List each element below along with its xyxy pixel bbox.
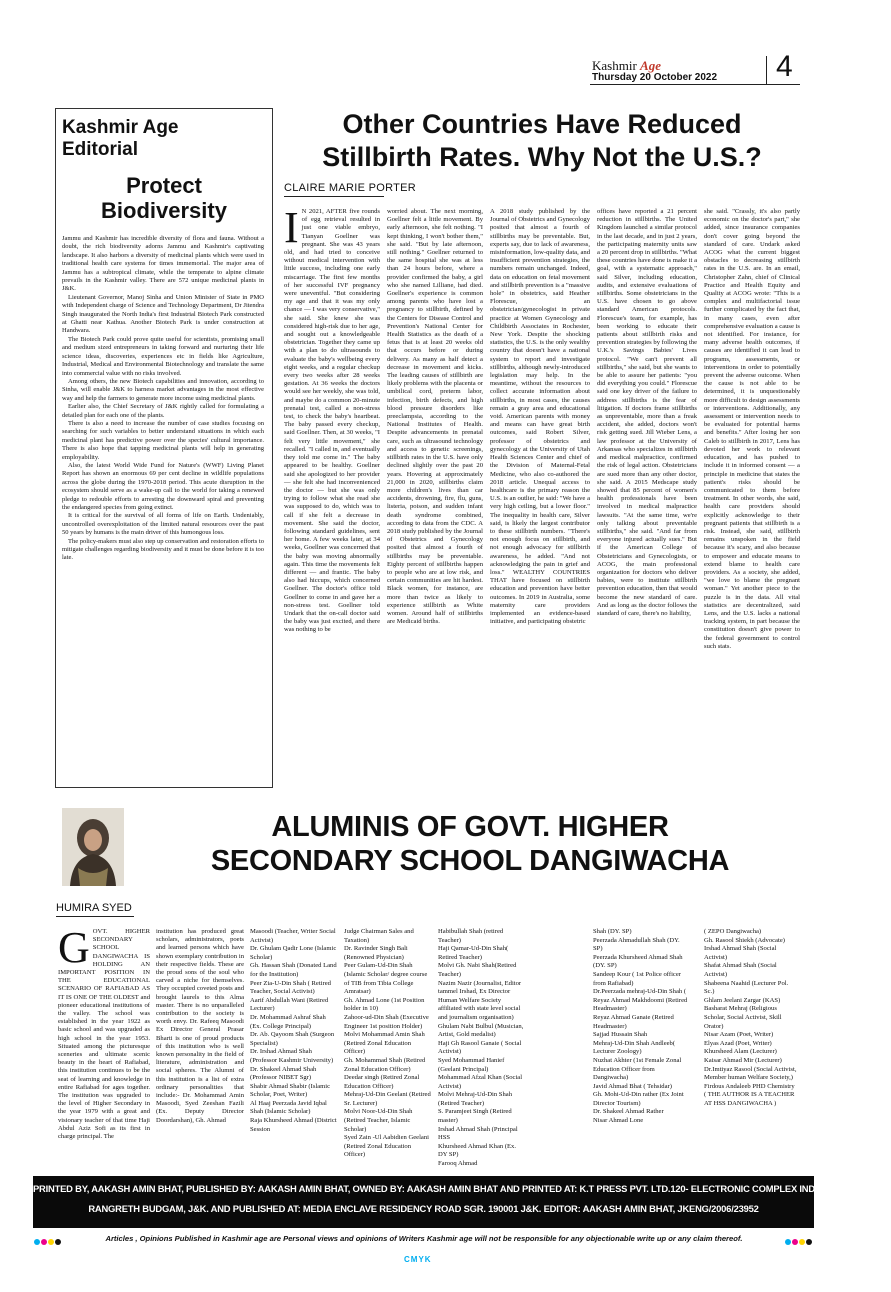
alumni-entry: Kaisar Ahmad Mir (Lecturer) [704,1056,782,1064]
alumni-byline-rule [56,916,134,917]
alumni-list-column-5 [438,928,526,1168]
editorial-paragraph: Also, the latest World Wide Fund for Nature's (WWF) Living Planet Report has shown an enormous 69 per cent decline in wildlife populations across the globe during the 1970-2018 period. This acute disruption in the ecosystem should serve as a wake-up call to the world for taking a renewed pledge to redouble efforts to arresting the downward spiral and preventing the endangered species from going extinct. [62,461,264,511]
editorial-box [55,108,273,788]
editorial-section-title: Kashmir Age Editorial [62,117,179,160]
editorial-paragraph: Jammu and Kashmir has incredible diversity of flora and fauna. Without a doubt, the rich biodiversity adorns Jammu and Kashmir's captivating landscape. It also harbors a diversity of medicinal plants which were used in traditional health care systems for times immemorial. The major area of Jammu has a subtropical climate, while the temperate to alpine climate prevails in the Kashmir valley. There are 572 unique medicinal plants in J&K. [62,235,264,293]
article-headline-line1: Other Countries Have Reduced [342,109,742,139]
article-headline [282,108,802,174]
article-text: A 2018 study published by the Journal of Obstetrics and Gynecology posited that almost a fourth of stillbirths may be preventable. But, experts say, due to lack of awareness, misinformation, low-quality data, and insufficient prevention strategies, the numbers remain unchanged. Indeed, data on education on fetal movement and stillbirth prevention is a "massive hole" in obstetrics, said Heather Florescue, an obstetrician/gynecologist in private practice at Women Gynecology and Childbirth Associates in Rochester, New York. Despite the shocking statistics, the U.S. is the only wealthy country that doesn't have a national system to report and investigate stillbirths, although newly-introduced legislation may help. In the meantime, without the resources to collect accurate information about stillbirths, in most cases, the causes remain a gray area and educational void. American parents with money and means can have great birth outcomes, said Robert Silver, professor of obstetrics and gynecology at the University of Utah Health Sciences Center and chief of the Division of Maternal-Fetal Medicine, who also co-authored the 2018 article. Unequal access to healthcare is the primary reason the U.S. is an outlier, he said: "We have a very high ceiling, but a lower floor." The inequality in health care, Silver said, is likely the largest contributor to these stillbirth numbers. "There's not enough focus on stillbirth, and not enough advocacy for stillbirth awareness, he added. "And not acknowledging the pain in grief and loss." WEALTHY COUNTRIES THAT have focused on stillbirth education and prevention have better outcomes. In 2019 in Australia, some maternity care providers implemented an evidence-based initiative, and participating obstetric [490,208,590,626]
alumni-entry: Dr. Ab. Qayoom Shah (Surgeon Specialist) [250,1031,335,1047]
alumni-entry: Raja Khursheed Ahmad (District Session [250,1117,337,1133]
alumni-entry: Gh. Rasool Shiekh (Advocate) [704,936,785,944]
alumni-entry: Habibullah Shah (retired Teacher) [438,928,504,944]
alumni-entry: Dr. Ravinder Singh Bali (Renowned Physician) [344,945,408,961]
registration-strip-right [784,1234,814,1244]
alumni-headline-line1: ALUMINIS OF GOVT. HIGHER [271,811,669,843]
alumni-byline: HUMIRA SYED [56,902,132,914]
alumni-entry: Syed Zain -Ul Aabidien Geelani (Retired Zonal Education Officer) [344,1134,429,1159]
article-column-5 [704,208,800,778]
alumni-dropcap: G [58,923,90,972]
page-number: 4 [776,50,793,83]
alumni-intro-continued: institution has produced great scholars, administrators, poets and learned persons which have shown exemplary contribution in their respective fields. These are the proud sons of the soul who carved a niche for themselves. They occupied coveted posts and brought laurels to this Alma master. There is no unparalleled contribution to the society is worth envy. Dr. Rafeeq Masoodi Ex Director General Prasar Bharti is one of proud products of this institution who is well known personality in the field of literature, administration and social spheres. The Alumni of this institution is a list of extra ordinary personalities that include:- Dr. Mohammad Amin Masoodi, Syed Zeeshan Fazili (Ex. Deputy Director Doordarshan), Gh. Ahmad [156,928,244,1124]
article-text: worried about. The next morning, Goellner felt a little movement. By early afternoon, she felt nothing. "I kept thinking, I won't bother them," she said. "But by late afternoon, still nothing." Goellner returned to the same hospital she was at less than 24 hours before, where a provider confirmed the baby, a girl who she named Lilliane, had died. Goellner's experience is common among parents who have lost a pregnancy to stillbirth, defined by the Centers for Disease Control and Prevention's National Center for Health Statistics as the death of a fetus that is at least 20 weeks old that occurs before or during delivery. As many as half detect a decrease in movement and kicks. The leading causes of stillbirth are likely problems with the placenta or umbilical cord, preterm labor, infection, birth defects, and high blood pressure disorders like preeclampsia, according to the National Institutes of Health. Despite advancements in prenatal care, such as ultrasound technology and access to genetic screenings, stillbirth rates in the U.S. have only declined slightly over the past 20 years. Hovering at approximately 21,000 in 2020, stillbirths claim more children's lives than car accidents, drowning, fire, flu, guns, listeria, poison, and sudden infant death syndrome combined, according to data from the CDC. A 2018 study published by the Journal of Obstetrics and Gynecology posited that almost a fourth of stillbirths may be preventable. Eighty percent of stillbirths happen to people who are at low risk, and certain communities are hit hardest. Black women, for instance, are more than twice as likely to experience stillbirth as White women. Around half of stillbirths are Medicaid births. [387,208,483,626]
alumni-entry: Dr. Ghulam Qadir Lone (Islamic Scholar) [250,945,337,961]
alumni-entry: Peer Gulam-Ud-Din Shah (Islamic Scholar/ degree course of TIB from Tibia College Amratsar) [344,962,428,996]
alumni-entry: Syed Mohammad Hanief (Geelani Principal) [438,1056,505,1073]
alumni-list-column-4 [344,928,432,1160]
author-portrait-icon [62,808,124,886]
alumni-entry: Shabir Ahmad Shabir (Islamic Scholar, Poet, Writer) [250,1082,331,1099]
article-column-4 [597,208,697,778]
alumni-headline-line2: SECONDARY SCHOOL DANGIWACHA [210,845,730,877]
alumni-entry: Nazim Nazir (Journalist, Editor tammel Irshad, Ex Director Human Welfare Society affiliated with state level social and journalism organisation) [438,979,522,1021]
editorial-paragraph: The Biotech Park could prove quite useful for scientists, promising small and medium sized entrepreneurs in taking forward and nurturing their life science ideas, discoveries, experiences etc in fields like Agriculture, Industrial, Medical and Environmental Biotechnology and translate the same into commercial value with no risks involved. [62,335,264,377]
masthead-date: Thursday 20 October 2022 [592,72,718,83]
alumni-entry: Masoodi (Teacher, Writer Social Activist) [250,928,336,944]
alumni-entry: Gh. Mohammad Shah (Retired Zonal Education Officer) [344,1056,426,1073]
article-column-2 [387,208,483,778]
alumni-list-column-7 [704,928,800,1160]
disclaimer: Articles , Opinions Published in Kashmir age are Personal views and opinions of Writers Kashmir age will not be responsible for any objectionable write up or any claim thereof. [105,1234,743,1243]
alumni-entry: Dr. Mohammad Ashraf Shah (Ex. College Principal) [250,1013,326,1030]
alumni-entry: Gh. Ahmad Lone (1st Position holder in 10) [344,996,425,1013]
alumni-entry: Dr.Peerzada mehraj-Ud-Din Shah ( [593,988,687,996]
alumni-entry: Dr. Shakeel Ahmad Shah (Professor NIBET Sgr) [250,1065,317,1082]
alumni-entry: Ghlam Jeelani Zargar (KAS) [704,996,781,1004]
article-dropcap: I [284,203,299,252]
alumni-entry: Peerzada Khursheed Ahmad Shah (DY. SP) [593,953,683,970]
masthead-underline [590,84,800,85]
alumni-entry: Shafat Ahmad Shah (Social Activist) [704,962,777,978]
editorial-paragraph: Earlier also, the Chief Secretary of J&K rightly called for formulating a detailed plan for each one of the plants. [62,403,264,419]
imprint-bar [33,1176,891,1228]
alumni-entry: Dr.Imtiyaz Rasool (Social Activist, Member human Welfare Society,) [704,1065,797,1082]
alumni-entry: S. Paramjeet Singh (Retired master) [438,1108,512,1125]
editorial-paragraph: There is also a need to increase the number of case studies focusing on searching for such variables to better understand situations in which each medicinal plant has predictive power over the species' cultural importance. There is also hope that tapping medicinal plants will help in generating employability. [62,419,264,461]
alumni-entry: Molvi Mehraj-Ud-Din Shah (Retired Teacher) [438,1091,512,1107]
alumni-entry: Farooq Ahmad [438,1160,478,1168]
brand-kashmir: Kashmir [592,58,637,73]
alumni-intro: OVT. HIGHER SECONDARY SCHOOL DANGIWACHA IS HOLDING AN IMPORTANT POSITION IN THE EDUCATIONAL SCENARIO OF RAFIABAD AS IT IS ONE OF THE OLDEST and pioneer educational institutions of the valley. The school was established in the year 1922 as basic school and was upgraded as high school in the year 1953. Situated among the picturesque sceneries and ultimate scenic beauty in the heart of Rafiabad, this institution continues to be the seat of learning and knowledge in entire Rafiabad for ages together. The institution was upgraded to the level of Higher Secondary in the year 1979 with a great and visionary teacher of that time Haji Abdul Aziz Sofi as its first in charge principal. The [58,928,150,1141]
editorial-headline: Protect Biodiversity [101,173,227,223]
alumni-entry: Sandeep Kour ( 1st Police officer from Rafiabad) [593,970,681,987]
alumni-entry: Irshad Ahmad Shah (Principal HSS [438,1125,518,1142]
registration-dots-icon [33,1237,63,1247]
alumni-entry: Shabeena Naahid (Lecturer Pol. Sc.) [704,979,789,996]
alumni-headline [132,810,808,878]
alumni-entry: Molvi Gh. Nabi Shah(Retired Teacher) [438,962,517,978]
article-column-1 [284,203,380,778]
alumni-entry: Irshad Ahmad Shah (Social Activist) [704,945,777,961]
registration-strip-left [33,1234,63,1244]
alumni-entry: Mohammad Afzal Khan (Social Activist) [438,1074,523,1090]
author-photo [62,808,124,886]
alumni-entry: Zahoor-ud-Din Shah (Executive Engineer 1st position Holder) [344,1013,429,1030]
byline-rule [284,196,384,197]
alumni-column-1 [58,923,150,1160]
alumni-entry: Dr. Irshad Ahmad Shah (Professor Kashmir University) [250,1048,334,1064]
alumni-entry: Peer Zia-U-Din Shah ( Retired Teacher, Social Activist) [250,979,331,996]
alumni-entry: Gh. Mohi-Ud-Din rather (Ex Joint Director Tourism) [593,1091,684,1107]
alumni-entry: Basharat Mehraj (Religious Scholar, Social Activist, Skill Orator) [704,1005,782,1030]
alumni-entry: Molvi Noor-Ud-Din Shah (Retired Teacher, Islamic Scholar) [344,1108,413,1133]
alumni-entry: Haji Gh Rasool Ganaie ( Social Activist) [438,1039,522,1056]
alumni-entry: Judge Chairman Sales and Taxation) [344,928,414,944]
alumni-entry: Nuzhat Akhter (1st Female Zonal Education Officer from Dangiwacha) [593,1056,682,1082]
brand-age: Age [640,58,661,73]
alumni-entry: Shah (DY. SP) [593,928,632,935]
alumni-entry: ( THE AUTHOR IS A TEACHER AT HSS DANGIWACHA ) [704,1091,795,1107]
editorial-body [62,235,264,783]
alumni-entry: Reyaz Ahmad Makhdoomi (Retired Headmaster) [593,996,688,1013]
article-headline-line2: Stillbirth Rates. Why Not the U.S.? [322,142,762,172]
alumni-entry: Haji Qamar-Ud-Din Shah( Retired Teacher) [438,945,509,961]
alumni-entry: Sajjad Hussain Shah [593,1031,648,1039]
registration-dots-icon [784,1237,814,1247]
alumni-entry: Deedar singh (Retired Zonal Education Officer) [344,1074,420,1090]
article-byline: CLAIRE MARIE PORTER [284,182,417,194]
alumni-entry: Mehraj-Ud-Din Shah Andleeb( Lecturer Zoology) [593,1039,676,1056]
masthead [592,58,792,84]
alumni-entry: Dr. Shakeel Ahmad Rather [593,1108,664,1116]
editorial-paragraph: Lieutenant Governor, Manoj Sinha and Union Minister of State in PMO with Independent charge of Science and Technology Department, Dr Jitendra Singh inaugurated the North India's first Industrial Biotech Park constructed at Ghatti near Kathua. Another Biotech Park is under construction at Handwara. [62,293,264,335]
alumni-entry: Peerzada Ahmadullah Shah (DY. SP) [593,936,680,953]
alumni-entry: Khursheed Alam (Lecturer) [704,1048,777,1056]
alumni-entry: Mehraj-Ud-Din Geelani (Retired Sr. Lecturer) [344,1091,431,1107]
article-text: she said. "Crassly, it's also partly economic on the doctor's part," she added, since insurance companies don't cover going beyond the standard of care. Undark asked ACOG what the current biggest obstacles to decreasing stillbirth rates in the U.S. are. In an email, Christopher Zahn, chief of Clinical Practice and Health Equity and Quality at ACOG wrote: "This is a complex and multifactorial issue further complicated by the fact that, in many cases, even after comprehensive evaluation a cause is not identified. For instance, for many adverse health outcomes, if causes are identified it can lead to programs, assessments, or interventions in order to potentially prevent the adverse outcome. When the cause is not able to be determined, it is unquestionably more difficult to design assessments or interventions. Additionally, any assessment or intervention needs to be evaluated for potential harms and benefits." After losing her son Caleb to stillbirth in 2017, Lens has devoted her work to relevant education, and has pushed to include it in informed consent — a principle in medicine that states the patient's risks should be communicated to them before treatment. In other words, she said, health care providers should explicitly acknowledge to their pregnant patients that stillbirth is a risk. Instead, she said, stillbirth remains unspoken in the field because it's scary, and also because to empower and educate means to extend blame to health care providers. As a society, she added, "we love to blame the pregnant woman." Yet another piece to the puzzle is in the data. All vital statistics are decentralized, said Lens, and the U.S. lacks a national tracking system, in part because the constitution doesn't give power to the federal government to control such stats. [704,208,800,650]
alumni-entry: Nisar Azam (Poet, Writer) [704,1031,774,1039]
alumni-entry: Javid Ahmad Bhat ( Tehsidar) [593,1082,672,1090]
alumni-entry: Molvi Mohammad Amin Shah (Retired Zonal Education Officer) [344,1031,425,1056]
article-text: N 2021, AFTER five rounds of egg retrieval resulted in just one viable embryo, Tianyan Goellner was pregnant. She was 43 years old, and had tried to conceive without medical intervention with little success, including one early miscarriage. The first few months of her successful IVF pregnancy were uneventful. "But considering my age and that it was my only chance — I was very conservative," she said. She knew she was considered high-risk due to her age, and sought out a knowledgeable obstetrician. Together they came up with a plan to do ultrasounds to evaluate the baby's wellbeing every eight weeks, and a regular checkup every two weeks after 28 weeks gestation. At 36 weeks the doctors would see her weekly, she was told, and maybe do a common 20-minute prenatal test, called a non-stress test, to check the baby's heartbeat. The baby passed every checkup, said Goellner. Then, at 30 weeks, "I felt very little movement," she recalled. "I called in, and eventually they told me come in." The baby appeared to be healthy. Goellner said she apologized to her provider — she felt she had inconvenienced the doctor — but she was only trying to follow what she read she was supposed to do, which was to call if she felt a decrease in movement. She said the doctor, following standard guidelines, sent her home. A few weeks later, at 34 weeks, Goellner was concerned that the baby was moving abnormally again. This time the movements felt different — and frantic. The baby also had hiccups, which concerned Goellner. The doctor's office told Goellner to come in and gave her a non-stress test. Goellner told Undark that the on-call doctor said the baby was just excited, and there was nothing to be [284,208,380,634]
alumni-entry: Reyaz Ahmad Ganaie (Retired Headmaster) [593,1013,674,1030]
alumni-entry: Gh. Hassan Shah (Donated Land for the Institution) [250,962,337,978]
article-column-3 [490,208,590,778]
editorial-paragraph: It is critical for the survival of all forms of life on Earth. Undeniably, uncontrolled overexploitation of the limited natural resources over the past 50 years by humans is the main driver of this humongous loss. [62,512,264,537]
masthead-divider [766,56,767,84]
cmyk-mark: CMYK [404,1255,432,1264]
alumni-entry: Elyas Azad (Poet, Writer) [704,1039,772,1047]
imprint-line-1: PRINTED BY, AAKASH AMIN BHAT, PUBLISHED BY: AAKASH AMIN BHAT, OWNED BY: AAKASH AMIN BHAT AND PRINTED AT: K.T PRESS PVT. LTD.120- ELECTRONIC COMPLEX INDUSTRIAL ESTATE [33,1183,891,1194]
article-text: offices have reported a 21 percent reduction in stillbirths. The United Kingdom launched a similar protocol in the last decade, and in just 2 years, the participating maternity units saw a 20 percent drop in stillbirths. "What these countries have done is make it a goal, with a systematic approach," said Silver, including education, audits, and extensive evaluations of stillbirths. Some obstetricians in the U.S. have chosen to go above standard American protocols. Florescue's team, for example, has been working to educate their patients about stillbirth risks and prevention strategies by following the U.K.'s Savings Babies' Lives protocol. "We can't prevent all stillbirths," she said, but she wants to be able to assure her patients: "you did everything you could." Florescue said one key driver of the failure to address stillbirths is the fear of litigation. If doctors frame stillbirths as unpreventable, more than a freak accident, she added, doctors won't risk getting sued. Jill Wieber Lens, a law professor at the University of Arkansas who specializes in stillbirth and medical malpractice, confirmed the risk of legal action. Obstetricians are sued more than any other doctor, she said. A 2015 Medscape study showed that 85 percent of women's health professionals have been involved in medical malpractice lawsuits. "At the same time, we're only talking about preventable stillbirths," she said. "And far from everyone injured actually sues." But if the American College of Obstetricians and Gynecologists, or ACOG, the main professional organization for doctors who deliver babies, were to institute stillbirth prevention education, then that would become the new standard of care. And as long as the doctor follows the standard of care, there's no liability, [597,208,697,617]
editorial-paragraph: The policy-makers must also step up conservation and restoration efforts to mitigate challenges regarding biodiversity and it must be done before it is too late. [62,537,264,562]
alumni-entry: Firdous Andaleeb PHD Chemistry [704,1082,795,1090]
alumni-entry: ( ZEPO Dangiwacha) [704,928,762,935]
alumni-entry: Ghulam Nabi Bulbul (Musician, Artist, Gold medalist) [438,1022,524,1039]
alumni-entry: Aarif Abdullah Wani (Retired Lecturer) [250,996,329,1013]
editorial-paragraph: Among others, the new Biotech capabilities and innovation, according to Sinha, will enable J&K to harness market advantages in the most effective way and help the farmers to generate more income using medicinal plants. [62,377,264,402]
imprint-line-2: RANGRETH BUDGAM, J&K. AND PUBLISHED AT: MEDIA ENCLAVE RESIDENCY ROAD SGR. 190001 J&K. EDITOR: AAKASH AMIN BHAT, JKENG/2006/23952 [88,1203,759,1214]
alumni-column-2 [156,928,244,1160]
alumni-list-column-6 [593,928,689,1160]
alumni-list-column-3 [250,928,338,1160]
alumni-entry: Al Haaj Peerzada Javid Iqbal Shah (Islamic Scholar) [250,1099,327,1116]
alumni-entry: Khursheed Ahmad Khan (Ex. DY SP) [438,1142,517,1159]
alumni-entry: Nisar Ahmad Lone [593,1117,644,1125]
